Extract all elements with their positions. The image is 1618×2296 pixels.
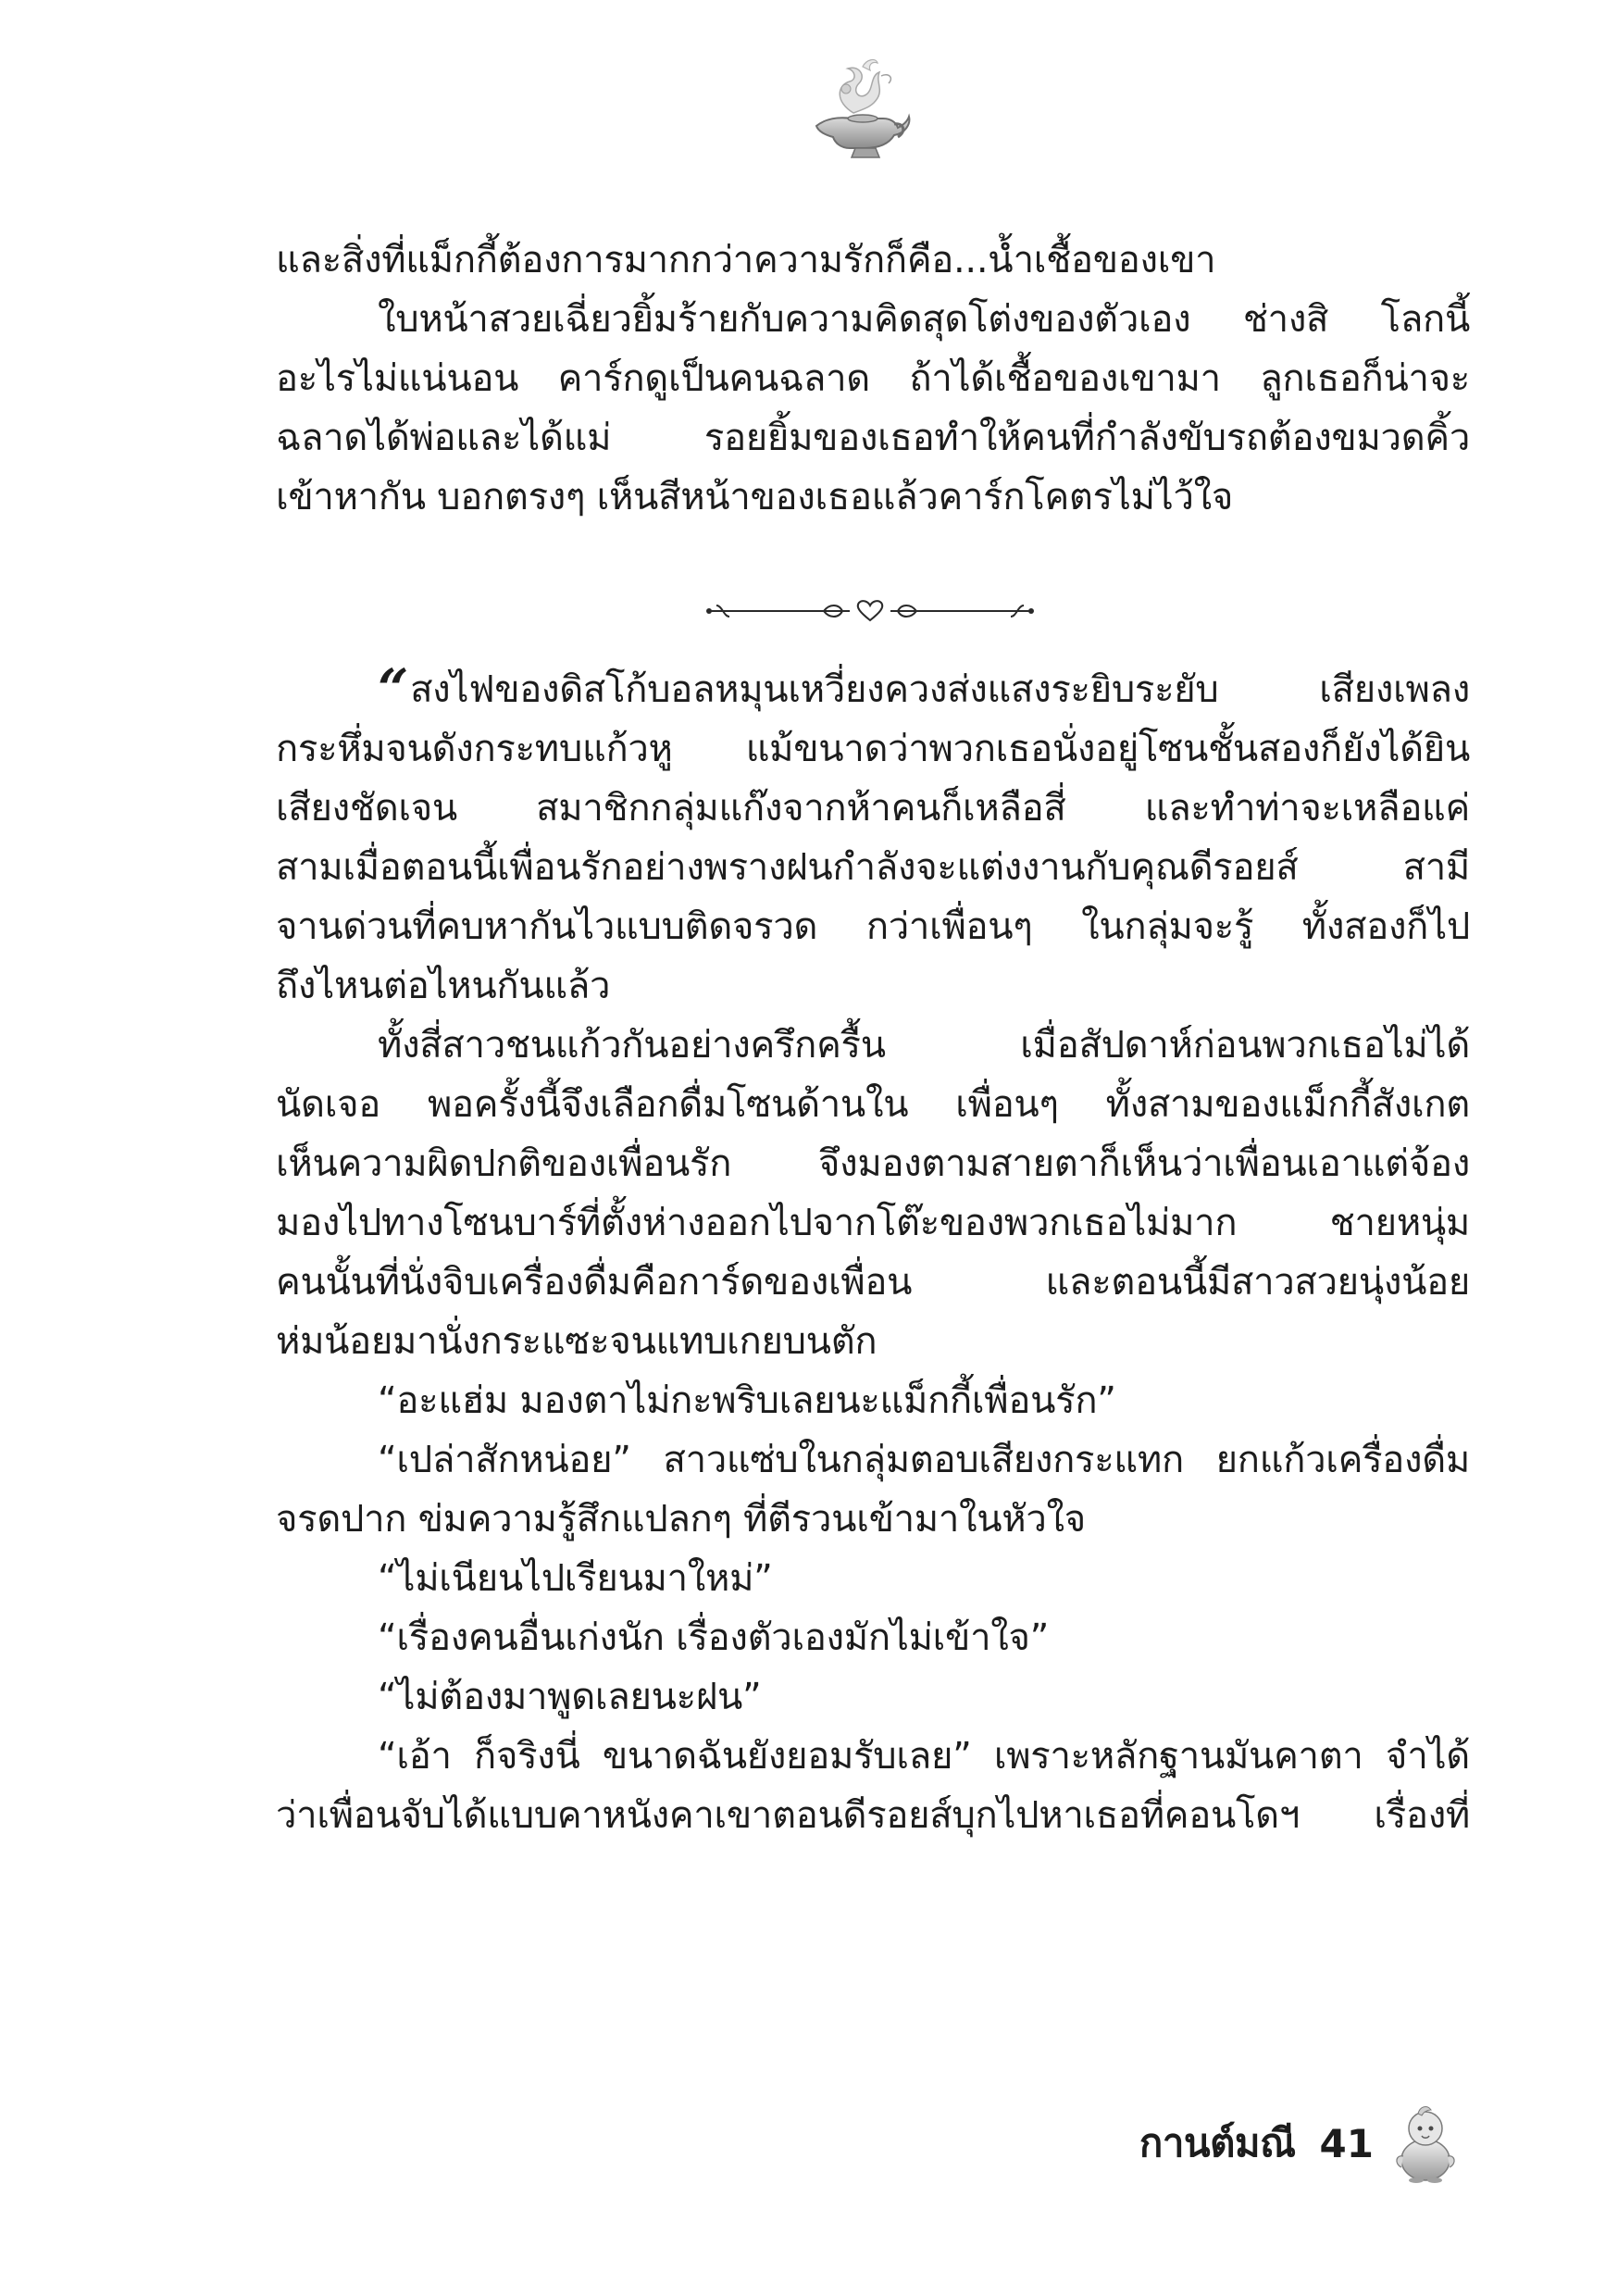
- text-line: เสียงชัดเจน สมาชิกกลุ่มแก๊งจากห้าคนก็เหลือสี่ และทำท่าจะเหลือแค่: [276, 787, 1470, 830]
- text-line: คนนั้นที่นั่งจิบเครื่องดื่มคือการ์ดของเพื่อน และตอนนี้มีสาวสวยนุ่งน้อย: [276, 1261, 1470, 1304]
- text-line: เห็นความผิดปกติของเพื่อนรัก จึงมองตามสายตาก็เห็นว่าเพื่อนเอาแต่จ้อง: [276, 1142, 1470, 1185]
- text-line: “เอ้า ก็จริงนี่ ขนาดฉันยังยอมรับเลย” เพราะหลักฐานมันคาตา จำได้: [378, 1735, 1470, 1778]
- text-line: สามเมื่อตอนนี้เพื่อนรักอย่างพรางฝนกำลังจะแต่งงานกับคุณดีรอยส์ สามี: [276, 846, 1470, 889]
- text-line: จานด่วนที่คบหากันไวแบบติดจรวด กว่าเพื่อนๆ ในกลุ่มจะรู้ ทั้งสองก็ไป: [276, 905, 1470, 948]
- drop-quote-mark: “: [378, 657, 409, 720]
- text-line: ถึงไหนต่อไหนกันแล้ว: [276, 965, 611, 1007]
- text-line: อะไรไม่แน่นอน คาร์กดูเป็นคนฉลาด ถ้าได้เชื้อของเขามา ลูกเธอก็น่าจะ: [276, 357, 1470, 400]
- text-line: เข้าหากัน บอกตรงๆ เห็นสีหน้าของเธอแล้วคาร์กโคตรไม่ไว้ใจ: [276, 476, 1233, 518]
- text-line: [276, 657, 1470, 720]
- text-line: ใบหน้าสวยเฉี่ยวยิ้มร้ายกับความคิดสุดโต่งของตัวเอง ช่างสิ โลกนี้: [378, 298, 1470, 341]
- text-line: และสิ่งที่แม็กกี้ต้องการมากกว่าความรักก็คือ...น้ำเชื้อของเขา: [276, 239, 1216, 281]
- text-line: กระหึ่มจนดังกระทบแก้วหู แม้ขนาดว่าพวกเธอนั่งอยู่โซนชั้นสองก็ยังได้ยิน: [276, 728, 1470, 770]
- text-line: “ไม่เนียนไปเรียนมาใหม่”: [378, 1557, 773, 1600]
- paragraph-block-2: [276, 657, 1470, 1839]
- scene-divider-ornament: [703, 593, 1037, 630]
- text-line: “อะแฮ่ม มองตาไม่กะพริบเลยนะแม็กกี้เพื่อนรัก”: [378, 1379, 1116, 1422]
- text-line: มองไปทางโซนบาร์ที่ตั้งห่างออกไปจากโต๊ะของพวกเธอไม่มาก ชายหนุ่ม: [276, 1202, 1470, 1244]
- text-line: ทั้งสี่สาวชนแก้วกันอย่างครึกครื้น เมื่อสัปดาห์ก่อนพวกเธอไม่ได้: [378, 1024, 1470, 1067]
- text-line: ฉลาดได้พ่อและได้แม่ รอยยิ้มของเธอทำให้คนที่กำลังขับรถต้องขมวดคิ้ว: [276, 417, 1470, 459]
- page-number: 41: [1319, 2120, 1374, 2166]
- text-line: จรดปาก ข่มความรู้สึกแปลกๆ ที่ตีรวนเข้ามาในหัวใจ: [276, 1498, 1086, 1541]
- text-line: ว่าเพื่อนจับได้แบบคาหนังคาเขาตอนดีรอยส์บุกไปหาเธอที่คอนโดฯ เรื่องที่: [276, 1794, 1470, 1837]
- paragraph-block-1: [276, 237, 1470, 520]
- mascot-icon: [1390, 2103, 1461, 2184]
- page-footer: [1139, 2102, 1461, 2185]
- text-line: นัดเจอ พอครั้งนี้จึงเลือกดื่มโซนด้านใน เพื่อนๆ ทั้งสามของแม็กกี้สังเกต: [276, 1083, 1470, 1126]
- text-line-content: สงไฟของดิสโก้บอลหมุนเหวี่ยงควงส่งแสงระยิบระยับ เสียงเพลง: [410, 668, 1470, 711]
- text-line: ห่มน้อยมานั่งกระแซะจนแทบเกยบนตัก: [276, 1320, 877, 1363]
- text-line: “เรื่องคนอื่นเก่งนัก เรื่องตัวเองมักไม่เข้าใจ”: [378, 1616, 1050, 1659]
- text-line: “ไม่ต้องมาพูดเลยนะฝน”: [378, 1676, 762, 1718]
- magic-lamp-icon: [798, 48, 916, 167]
- book-title: กานต์มณี: [1139, 2120, 1296, 2165]
- text-line: “เปล่าสักหน่อย” สาวแซ่บในกลุ่มตอบเสียงกระแทก ยกแก้วเครื่องดื่ม: [378, 1439, 1470, 1481]
